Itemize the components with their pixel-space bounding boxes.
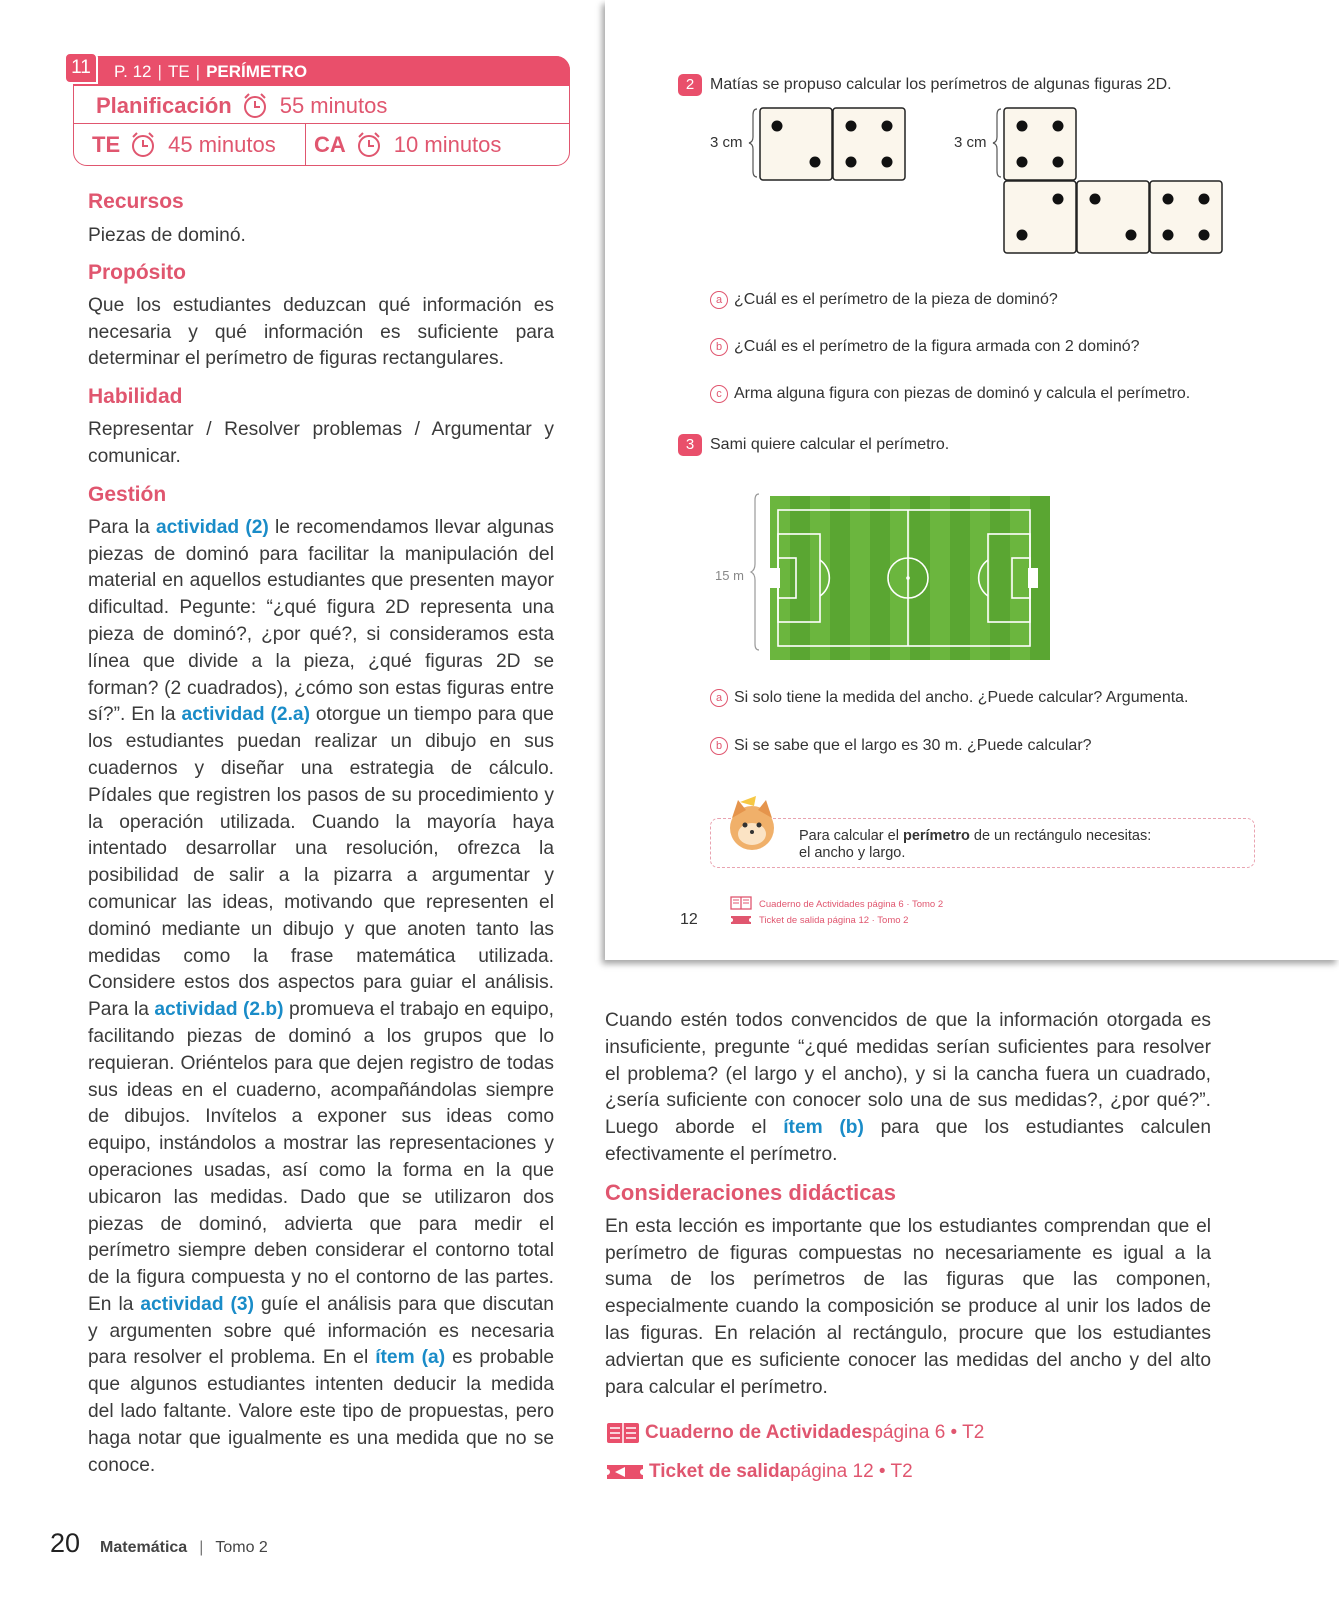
book-page-number: 12 [680,911,698,928]
fox-mascot-icon [722,792,782,852]
teacher-notes-continued [605,1008,1211,1483]
planning-row [96,89,387,123]
ref-ticket-page: página 12 • T2 [790,1461,913,1483]
teacher-notes [88,188,554,1479]
tip-box [710,818,1255,868]
header-divider-vertical [305,123,306,165]
ticket-icon [730,914,752,926]
book-ref-notebook: Cuaderno de Actividades página 6 · Tomo 2 [759,899,944,910]
proposito-title: Propósito [88,260,186,284]
consideraciones-title: Consideraciones didácticas [605,1179,896,1205]
dimension-label: 3 cm [954,134,987,151]
header-divider [74,123,569,124]
ref-ticket-title: Ticket de salida [649,1461,791,1483]
notebook-icon [730,896,752,910]
breadcrumb-topic: PERÍMETRO [206,62,308,81]
item-letter: b [710,338,728,356]
question-2a: a ¿Cuál es el perímetro de la pieza de dominó? [710,291,1058,309]
item-letter: c [710,385,728,403]
question-text: Sami quiere calcular el perímetro. [710,436,950,453]
activity-ref: actividad (2) [155,516,269,538]
ref-notebook [605,1421,1211,1445]
question-3 [678,434,949,456]
page-number: 20 [50,1528,81,1558]
item-ref: ítem (a) [375,1347,446,1369]
field-dimension-label: 15 m [715,568,744,583]
ca-time: 10 minutos [393,132,502,157]
te-row [92,127,276,163]
question-2b: b ¿Cuál es el perímetro de la figura armada con 2 dominó? [710,338,1140,356]
activity-ref: actividad (2.b) [154,999,284,1021]
breadcrumb-te: TE [167,62,190,81]
item-letter: a [710,689,728,707]
question-text: Matías se propuso calcular los perímetros de algunas figuras 2D. [710,76,1172,93]
alarm-clock-icon [240,91,270,121]
item-letter: b [710,737,728,755]
length-value: 30 [922,737,941,754]
domino-figures [745,105,1245,260]
footer-separator: | [199,1539,204,1556]
breadcrumb: P. 12 | TE | PERÍMETRO [114,62,308,81]
activity-ref: actividad (2.a) [181,704,310,726]
lesson-header [73,56,570,166]
lesson-number: 11 [64,52,98,84]
brace-icon [749,109,757,177]
planning-label: Planificación [96,93,232,118]
soccer-field-image [748,490,1078,660]
continuation-paragraph: Cuando estén todos convencidos de que la información otorgada es insuficiente, pregunte “¿qué medidas serían suficientes para resolver el problema? (el largo y el ancho), y si la cancha fuera un cuadrado, ¿sería suficiente con conocer solo una de sus medidas?, ¿por qué?”. Luego aborde el ítem (b) para que los estudiantes calculen efectivamente el perímetro. [605,1010,1212,1165]
dimension-label: 3 cm [710,134,743,151]
book-ref-ticket: Ticket de salida página 12 · Tomo 2 [759,915,909,926]
habilidad-title: Habilidad [88,385,183,409]
recursos-text: Piezas de dominó. [88,225,246,246]
alarm-clock-icon [128,130,158,160]
breadcrumb-page: P. 12 [114,62,152,81]
ca-row [314,127,501,163]
consideraciones-text: En esta lección es importante que los estudiantes comprendan que el perímetro de figuras compuestas no necesariamente es igual a la suma de los perímetros de las figuras que las componen, especialmente cuando la composición se produce al unir los lados de las figuras. En relación al rectángulo, procure que los estudiantes adviertan que es suficiente conocer las medidas del ancho y del alto para calcular el perímetro. [605,1215,1211,1398]
brace-icon [751,494,759,650]
question-2 [678,74,1172,96]
question-3b: b Si se sabe que el largo es 30 m. ¿Puede calcular? [710,737,1092,755]
item-ref: ítem (b) [783,1117,864,1139]
gestion-title: Gestión [88,482,167,506]
recursos-title: Recursos [88,190,184,213]
ref-ticket [605,1461,1211,1483]
proposito-text: Que los estudiantes deduzcan qué información es necesaria y qué información es suficiente para determinar el perímetro de figuras rectangulares. [88,294,554,370]
ticket-icon [605,1461,645,1483]
student-book-page [605,0,1339,960]
alarm-clock-icon [354,130,384,160]
page-footer [50,1528,268,1560]
brace-icon [993,109,1001,177]
footer-volume: Tomo 2 [215,1539,268,1556]
question-3a: a Si solo tiene la medida del ancho. ¿Puede calcular? Argumenta. [710,689,1189,707]
te-time: 45 minutos [168,132,276,157]
question-number: 2 [678,74,702,96]
ca-label: CA [314,132,346,157]
item-letter: a [710,291,728,309]
footer-subject: Matemática [100,1539,188,1556]
question-2c: c Arma alguna figura con piezas de dominó y calcula el perímetro. [710,385,1190,403]
habilidad-text: Representar / Resolver problemas / Argumentar y comunicar. [88,419,554,467]
tip-text: Para calcular el perímetro de un rectángulo necesitas: el ancho y largo. [799,828,1152,861]
ref-notebook-page: página 6 • T2 [872,1422,985,1444]
notebook-icon [605,1421,641,1445]
ref-notebook-title: Cuaderno de Actividades [645,1422,873,1444]
activity-ref: actividad (3) [140,1293,254,1315]
planning-time: 55 minutos [279,93,388,118]
question-number: 3 [678,434,702,456]
te-label: TE [92,132,121,157]
gestion-text: Para la actividad (2) le recomendamos llevar algunas piezas de dominó para facilitar la manipulación del material en aquellos estudiantes que presenten mayor dificultad. Pegunte: “¿qué figura 2D representa una pieza de dominó?, ¿por qué?, si consideramos esta línea que divide a la pieza, ¿qué figuras 2D se forman? (2 cuadrados), ¿cómo son estas figuras entre sí?”. En la actividad (2.a) otorgue un tiempo para que los estudiantes puedan realizar un dibujo en sus cuadernos y diseñar una estrategia de cálculo. Pídales que registren los pasos de su procedimiento y la operación utilizada. Cuando la mayoría haya intentado desarrollar una resolución, ofrezca la posibilidad de salir a la pizarra a argumentar y comunicar las ideas, motivando que representen el dominó mediante un dibujo y que anoten tanto las medidas como la frase matemática utilizada. Considere estos dos aspectos para guiar el análisis. Para la actividad (2.b) promueva el trabajo en equipo, facilitando piezas de dominó a los grupos que lo requieran. Oriéntelos para que dejen registro de todas sus ideas en el cuaderno, acompañándolas siempre de dibujos. Invítelos a exponer sus ideas como equipo, instándolos a mostrar las representaciones y operaciones usadas, así como la forma en la que ubicaron las medidas. Dado que se utilizaron dos piezas de dominó, advierta que para medir el perímetro siempre deben considerar el contorno total de la figura compuesta y no el contorno de las partes. En la actividad (3) guíe el análisis para que discutan y argumenten sobre qué información es necesaria para resolver el problema. En el ítem (a) es probable que algunos estudiantes intenten deducir la medida del lado faltante. Valore este tipo de propuestas, pero haga notar que igualmente es una medida que no se conoce. [88,516,555,1476]
